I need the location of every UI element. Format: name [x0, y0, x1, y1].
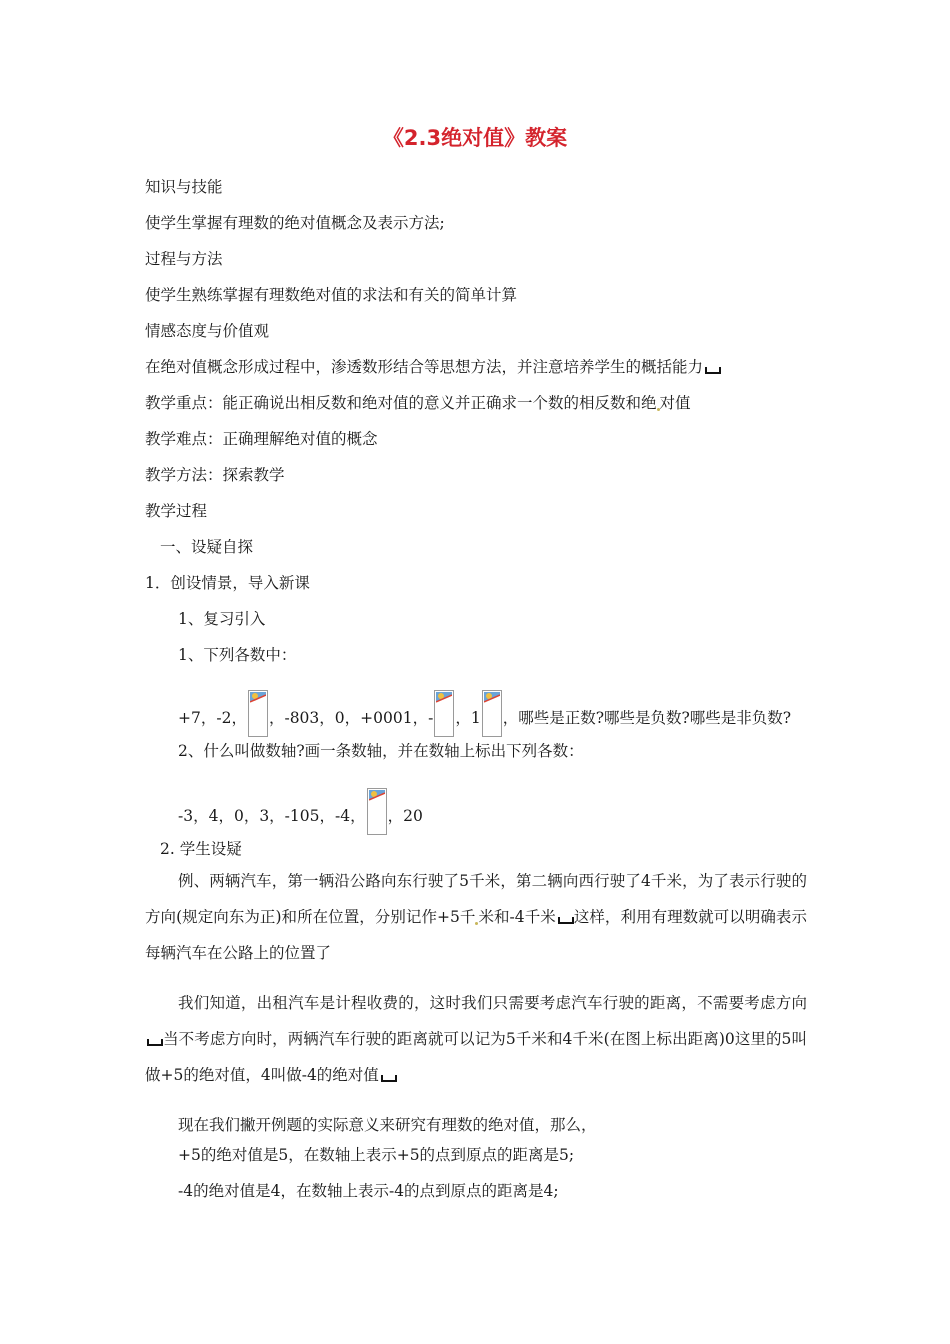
text-line: 1、复习引入	[178, 610, 266, 628]
broken-image-icon	[367, 788, 387, 835]
heading-emotion-attitude: 情感态度与价值观	[145, 322, 270, 340]
placeholder-mark-icon	[558, 917, 574, 924]
text-line	[145, 392, 691, 414]
text-segment: ，-803，0，+0001，-	[268, 709, 434, 727]
text-line: 教学方法：探索教学	[145, 466, 285, 484]
broken-image-icon	[434, 690, 454, 737]
transition-paragraph: 现在我们撇开例题的实际意义来研究有理数的绝对值，那么，	[178, 1116, 597, 1134]
subsection-heading: 2. 学生设疑	[160, 840, 242, 858]
number-list-line	[178, 788, 423, 835]
section-heading: 一、设疑自探	[160, 538, 254, 556]
text-segment: 就可以明确表示每辆汽车在公路上的位置了	[145, 908, 807, 962]
heading-process-method: 过程与方法	[145, 250, 223, 268]
text-line	[145, 356, 721, 378]
text-segment: -3，4，0，3，-105，-4，	[178, 807, 366, 825]
placeholder-mark-icon	[705, 367, 721, 374]
text-line: 2、什么叫做数轴?画一条数轴，并在数轴上标出下列各数：	[178, 742, 584, 760]
placeholder-mark-icon	[147, 1039, 163, 1046]
broken-image-icon	[482, 690, 502, 737]
subsection-heading: 1．创设情景，导入新课	[145, 574, 310, 592]
example-paragraph	[145, 863, 807, 971]
text-segment: ，20	[387, 807, 423, 825]
placeholder-mark-icon	[381, 1075, 397, 1082]
heading-knowledge-skills: 知识与技能	[145, 178, 223, 196]
text-line: -4的绝对值是4，在数轴上表示-4的点到原点的距离是4;	[178, 1182, 559, 1200]
document-title: 《2.3绝对值》教案	[382, 126, 568, 150]
text-line: 教学难点：正确理解绝对值的概念	[145, 430, 378, 448]
text-segment: 米和-4千米	[478, 908, 556, 926]
text-segment: 教学重点：能正确说出相反数和绝对值的意义并正确求一个数的相反数和绝	[145, 394, 657, 412]
text-segment: ，哪些是正数?哪些是负数?哪些是非负数?	[502, 709, 792, 727]
text-line: 使学生熟练掌握有理数绝对值的求法和有关的简单计算	[145, 286, 518, 304]
text-segment: 我们知道，出租汽车是计程收费的，这时我们只需要考虑汽车行驶的距离，不需要考虑方向	[178, 994, 807, 1012]
broken-image-icon	[248, 690, 268, 737]
explanation-paragraph	[145, 985, 807, 1093]
text-segment: 在绝对值概念形成过程中，渗透数形结合等思想方法，并注意培养学生的概括能力	[145, 358, 704, 376]
text-segment: 当不考虑方向时，两辆汽车行驶的距离就可以记为5千米和4千米(在图上标出距离)0这里的5叫做+5的绝对值，4叫做-4的绝对值	[145, 1030, 807, 1084]
heading-teaching-process: 教学过程	[145, 502, 208, 520]
number-list-line	[178, 690, 791, 737]
text-segment: +7，-2，	[178, 709, 247, 727]
text-line: 使学生掌握有理数的绝对值概念及表示方法;	[145, 214, 445, 232]
text-segment: 例、两辆汽车，第一辆沿公路向东行驶了5千米，第二辆向西行驶了4千米，为了表示行驶的方向(规定向东为正)和所在位置，分别记作+5千	[145, 872, 807, 926]
text-segment: 这样，利用有理数	[573, 908, 699, 926]
text-line: 1、下列各数中：	[178, 646, 297, 664]
text-segment: ，1	[455, 709, 481, 727]
text-line: +5的绝对值是5，在数轴上表示+5的点到原点的距离是5;	[178, 1146, 575, 1164]
text-segment: 对值	[659, 394, 691, 412]
